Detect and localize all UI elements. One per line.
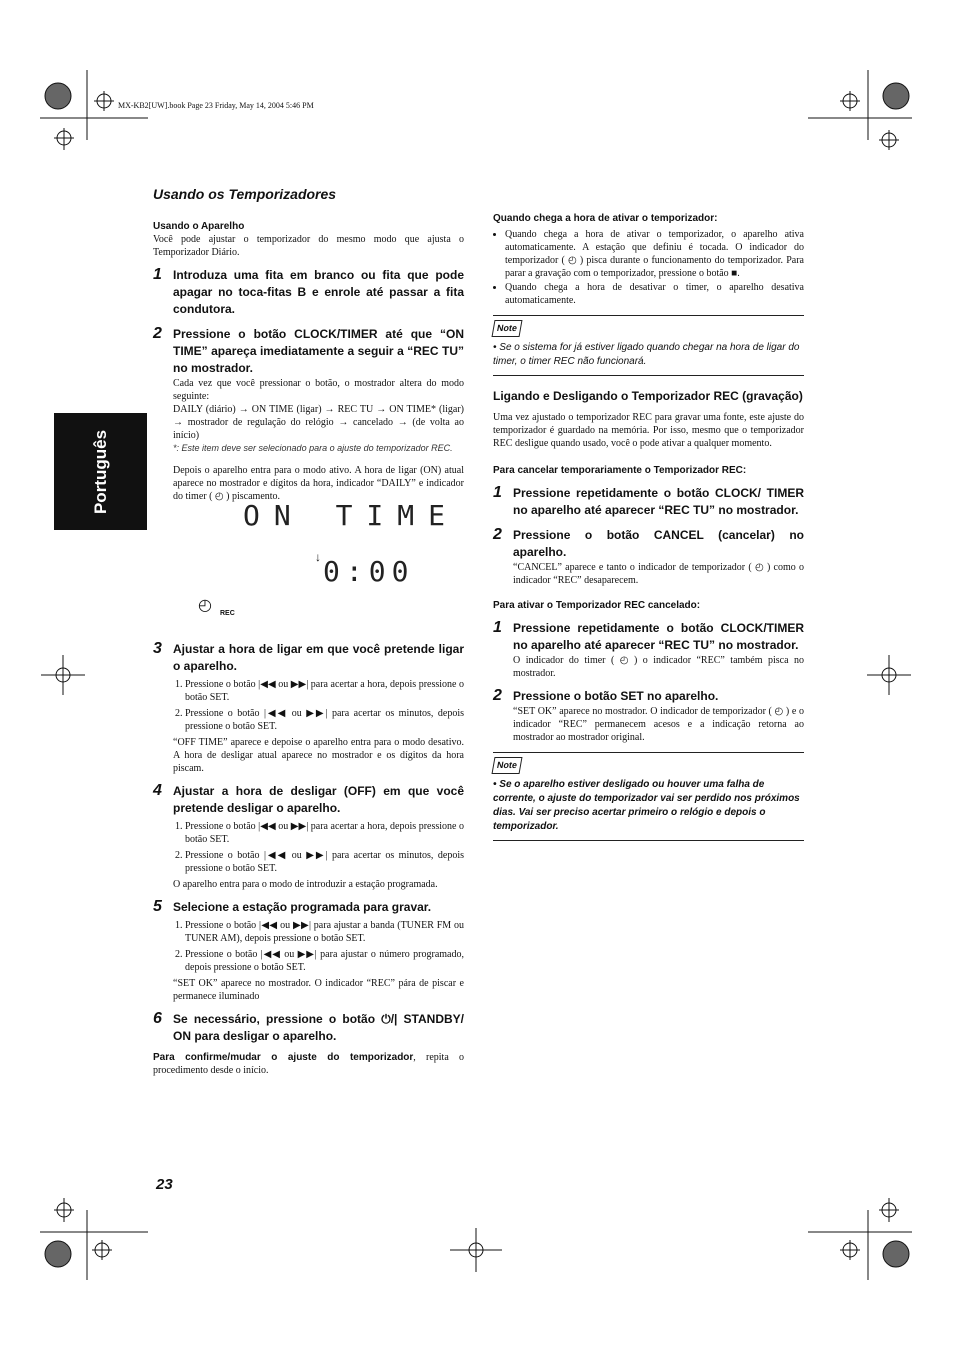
language-tab — [54, 413, 147, 530]
step-text: O aparelho entra para o modo de introduzir a estação programada. — [173, 879, 438, 890]
step-2 — [153, 326, 464, 377]
step-title: Pressione o botão CANCEL (cancelar) no aparelho. — [513, 528, 804, 559]
step-text: “SET OK” aparece no mostrador. O indicador “REC” pára de piscar e permanece iluminado — [173, 978, 464, 1002]
step-6 — [153, 1011, 464, 1045]
note-box-2 — [493, 752, 804, 841]
step-number: 3 — [153, 640, 162, 657]
intro-heading: Usando o Aparelho — [153, 221, 245, 232]
step-title: Pressione repetidamente o botão CLOCK/TIMER no aparelho até aparecer “REC TU” no mostrador. — [513, 621, 804, 652]
note-text: • Se o aparelho estiver desligado ou houver uma falha de corrente, o ajuste do temporizador vai ser perdido nos próximos dias. Vai ser preciso acertar primeiro o relógio e depois o temporizador. — [493, 779, 800, 832]
down-arrow-icon: ↓ — [315, 550, 321, 564]
note-icon: Note — [492, 320, 523, 337]
step-title: Pressione repetidamente o botão CLOCK/ TIMER no aparelho até aparecer “REC TU” no mostrador. — [513, 486, 804, 517]
note-text: • Se o sistema for já estiver ligado quando chegar na hora de ligar do timer, o timer REC não funcionará. — [493, 342, 800, 367]
print-metadata: MX-KB2[UW].book Page 23 Friday, May 14, 2004 5:46 PM — [118, 101, 314, 110]
step-4 — [153, 783, 464, 817]
step-title: Se necessário, pressione o botão ⏻/| STANDBY/ ON para desligar o aparelho. — [173, 1012, 464, 1043]
right-column — [493, 212, 804, 847]
rec-indicator: REC — [220, 610, 235, 617]
step-sequence: DAILY (diário) → ON TIME (ligar) → REC TU → ON TIME* (ligar) → mostrador de regulação do relógio → cancelado → (de volta ao início) — [173, 404, 464, 441]
footnote: *: Este item deve ser selecionado para o ajuste do temporizador REC. — [173, 443, 453, 453]
list-item: 1. Pressione o botão |◀◀ ou ▶▶| para acertar a hora, depois pressione o botão SET. — [185, 820, 464, 846]
step-text: “OFF TIME” aparece e depoise o aparelho entra para o modo desativo. A hora de desligar atual aparece no mostrador e os dígitos da hora piscam. — [173, 737, 464, 774]
step-number: 2 — [153, 325, 162, 342]
step-number: 6 — [153, 1010, 162, 1027]
step-text: Depois o aparelho entra para o modo ativo. A hora de ligar (ON) atual aparece no mostrador e dígitos da hora, indicador “DAILY” e indicador do timer ( ◴ ) piscamento. — [173, 465, 464, 502]
timer-indicator-icon: ◴ — [198, 597, 212, 614]
left-column — [153, 220, 464, 1077]
rec-intro: Uma vez ajustado o temporizador REC para gravar uma fonte, este ajuste do temporizador é guardado na memória. Por isso, mesmo que o temporizador REC desligue quando usado, você o pode ativar a qualquer momento. — [493, 412, 804, 449]
list-item: 1. Pressione o botão |◀◀ ou ▶▶| para acertar a hora, depois pressione o botão SET. — [185, 678, 464, 704]
list-item: 2. Pressione o botão |◀◀ ou ▶▶| para acertar os minutos, depois pressione o botão SET. — [185, 849, 464, 875]
activate-step-2 — [493, 688, 804, 705]
list-item: 1. Pressione o botão |◀◀ ou ▶▶| para ajustar a banda (TUNER FM ou TUNER AM), depois pressione o botão SET. — [185, 919, 464, 945]
step-text: Cada vez que você pressionar o botão, o mostrador altera do modo seguinte: — [173, 378, 464, 402]
list-item: 2. Pressione o botão |◀◀ ou ▶▶| para acertar os minutos, depois pressione o botão SET. — [185, 707, 464, 733]
step-5 — [153, 899, 464, 916]
step-number: 1 — [493, 619, 502, 636]
activate-heading: Para ativar o Temporizador REC cancelado: — [493, 600, 701, 611]
cancel-step-1 — [493, 485, 804, 519]
step-title: Pressione o botão CLOCK/TIMER até que “ON TIME” apareça imediatamente a seguir a “REC TU” no mostrador. — [173, 327, 464, 375]
step-number: 1 — [153, 266, 162, 283]
step-number: 2 — [493, 526, 502, 543]
activate-step-1 — [493, 620, 804, 654]
step-text: O indicador do timer ( ◴ ) o indicador “REC” também pisca no mostrador. — [513, 655, 804, 679]
step-3 — [153, 641, 464, 675]
list-item: • Quando chega a hora de ativar o temporizador, o aparelho ativa automaticamente. A estação que definiu é tocada. O indicador do temporizador ( ◴ ) pisca durante o funcionamento do temporizador. Para parar a gravação com o temporizador, pressione o botão ■. — [505, 228, 804, 280]
list-item: • Quando chega a hora de desativar o timer, o aparelho desativa automaticamente. — [505, 281, 804, 307]
step-text: “SET OK” aparece no mostrador. O indicador de temporizador ( ◴ ) e o indicador “REC” permanecem acesos e a indicação retorna ao mostrador ao mostrador original. — [513, 706, 804, 743]
when-heading: Quando chega a hora de ativar o temporizador: — [493, 213, 718, 224]
step-title: Selecione a estação programada para gravar. — [173, 900, 432, 914]
rec-section-title: Ligando e Desligando o Temporizador REC (gravação) — [493, 389, 803, 403]
lcd-display-illustration — [173, 499, 464, 633]
page-number: 23 — [156, 1176, 173, 1193]
step-1 — [153, 267, 464, 318]
confirm-rest: , repita o procedimento desde o início. — [153, 1052, 464, 1076]
cancel-heading: Para cancelar temporariamente o Temporizador REC: — [493, 465, 747, 476]
lcd-on-time: ON TIME — [243, 499, 460, 532]
section-title: Usando os Temporizadores — [153, 186, 337, 202]
step-number: 5 — [153, 898, 162, 915]
step-text: “CANCEL” aparece e tanto o indicador de temporizador ( ◴ ) como o indicador “REC” desaparecem. — [513, 562, 804, 586]
step-title: Ajustar a hora de ligar em que você pretende ligar o aparelho. — [173, 642, 464, 673]
note-box-1 — [493, 315, 804, 376]
lcd-time: 0:00 — [323, 555, 415, 588]
list-item: 2. Pressione o botão |◀◀ ou ▶▶| para ajustar o número programado, depois pressione o botão SET. — [185, 948, 464, 974]
step-number: 2 — [493, 687, 502, 704]
step-title: Introduza uma fita em branco ou fita que pode apagar no toca-fitas B e enrole até passar a fita condutora. — [173, 268, 464, 316]
step-number: 1 — [493, 484, 502, 501]
step-title: Pressione o botão SET no aparelho. — [513, 689, 719, 703]
confirm-text — [153, 1051, 464, 1077]
cancel-step-2 — [493, 527, 804, 561]
note-icon: Note — [492, 757, 523, 774]
step-title: Ajustar a hora de desligar (OFF) em que você pretende desligar o aparelho. — [173, 784, 464, 815]
confirm-bold: Para confirme/mudar o ajuste do temporizador — [153, 1052, 414, 1063]
step-number: 4 — [153, 782, 162, 799]
language-tab-label: Português — [90, 429, 110, 514]
intro-text: Você pode ajustar o temporizador do mesmo modo que ajusta o Temporizador Diário. — [153, 234, 464, 258]
